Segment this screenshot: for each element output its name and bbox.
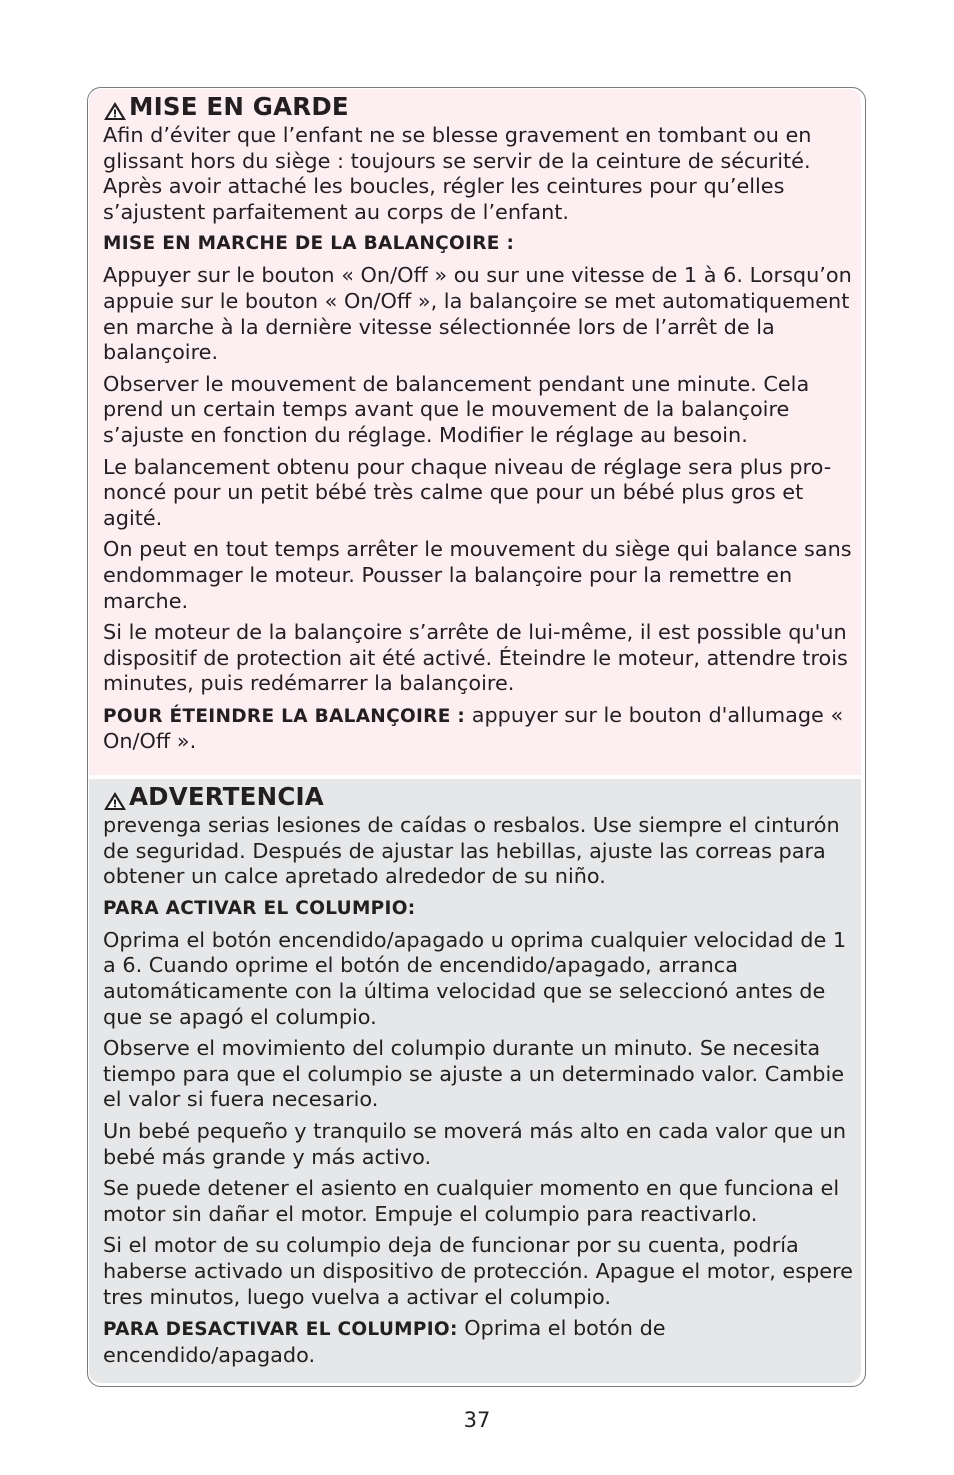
french-paragraph-1: Appuyer sur le bouton « On/Off » ou sur une vitesse de 1 à 6. Lorsqu’on appuie sur le bouton « On/Off », la balançoire se met automatiquement en marche à la dernière vitesse sélectionnée lors de l’arrêt de la balançoire. [103,263,852,365]
french-stop-text: appuyer sur le bouton d'allumage « On/Off ». [103,702,844,754]
page-number: 37 [463,1408,491,1432]
french-paragraph-2: Observer le mouvement de balancement pendant une minute. Cela prend un certain temps avant que le mouvement de la balançoire s’ajuste en fonction du réglage. Modifier le réglage au besoin. [103,371,810,447]
french-paragraph-3: Le balancement obtenu pour chaque niveau de réglage sera plus pro-noncé pour un petit bébé très calme que pour un bébé plus gros et agité. [103,454,832,530]
spanish-paragraph-5: Si el motor de su columpio deja de funcionar por su cuenta, podría haberse activado un dispositivo de protección. Apague el motor, espere tres minutos, luego vuelva a activar el columpio. [103,1233,853,1309]
french-warning-section [89,89,861,775]
french-heading-text: MISE EN GARDE [129,92,349,121]
spanish-start-subheading: PARA ACTIVAR EL COLUMPIO: [103,897,416,919]
spanish-paragraph-2: Observe el movimiento del columpio durante un minuto. Se necesita tiempo para que el columpio se ajuste a un determinado valor. Cambie el valor si fuera necesario. [103,1036,845,1112]
warning-box-frame [87,87,866,1387]
spanish-heading-text: ADVERTENCIA [129,782,324,811]
spanish-intro-paragraph: prevenga serias lesiones de caídas o resbalos. Use siempre el cinturón de seguridad. Después de ajustar las hebillas, ajuste las correas para obtener un calce apretado alrededor de su niño. [103,813,840,889]
spanish-paragraph-4: Se puede detener el asiento en cualquier momento en que funciona el motor sin dañar el motor. Empuje el columpio para reactivarlo. [103,1176,840,1226]
warning-triangle-icon [103,97,127,117]
spanish-paragraph-1: Oprima el botón encendido/apagado u oprima cualquier velocidad de 1 a 6. Cuando oprime el botón de encendido/apagado, arranca automáticamente con la última velocidad que se seleccionó antes de que se apagó el columpio. [103,927,847,1029]
spanish-stop-paragraph [103,1316,855,1368]
spanish-stop-text: Oprima el botón de encendido/apagado. [103,1316,666,1367]
french-warning-heading [103,91,855,123]
warning-triangle-icon [103,787,127,807]
french-intro-paragraph: Afin d’éviter que l’enfant ne se blesse gravement en tombant ou en glissant hors du siège : toujours se servir de la ceinture de sécurité. Après avoir attaché les boucles, régler les ceintures pour qu’elles s’ajustent parfaitement au corps de l’enfant. [103,123,812,224]
french-paragraph-4: On peut en tout temps arrêter le mouvement du siège qui balance sans endommager le moteur. Pousser la balançoire pour la remettre en marche. [103,537,852,613]
french-stop-paragraph [103,703,855,755]
spanish-paragraph-3: Un bebé pequeño y tranquilo se moverá más alto en cada valor que un bebé más grande y más activo. [103,1118,847,1169]
french-stop-label: POUR ÉTEINDRE LA BALANÇOIRE : [103,705,466,727]
spanish-stop-label: PARA DESACTIVAR EL COLUMPIO: [103,1319,458,1341]
french-paragraph-5: Si le moteur de la balançoire s’arrête de lui-même, il est possible qu'un dispositif de protection ait été activé. Éteindre le moteur, attendre trois minutes, puis redémarrer la balançoire. [103,620,848,696]
french-start-subheading: MISE EN MARCHE DE LA BALANÇOIRE : [103,233,515,255]
spanish-warning-section [89,779,861,1383]
spanish-warning-heading [103,781,855,813]
